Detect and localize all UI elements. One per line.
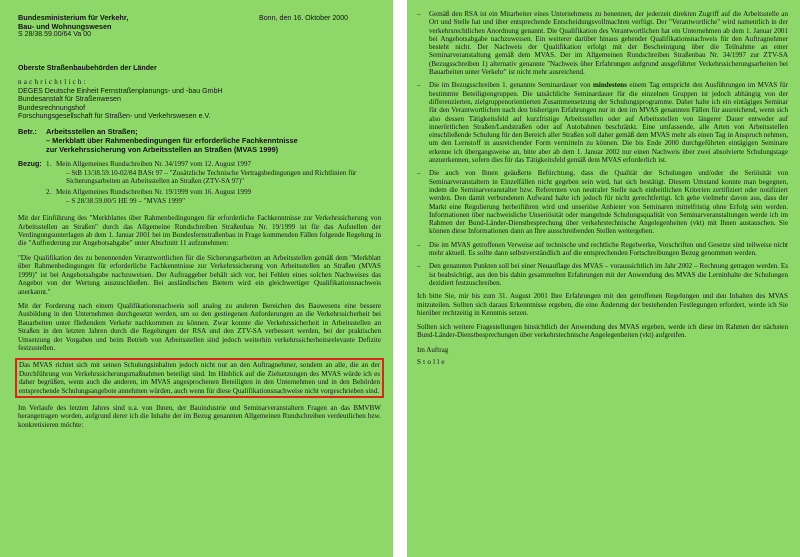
dash-bullet: –: [417, 240, 421, 249]
reference-number: 2.: [46, 188, 52, 197]
signoff: Im Auftrag: [417, 345, 449, 354]
file-number: S 28/38.59.00/64 Va 00: [18, 31, 92, 39]
subject-line: Arbeitsstellen an Straßen;: [46, 127, 138, 137]
emphasis-text: mindestens: [592, 81, 627, 90]
reference-block: [18, 160, 381, 208]
text-run: einem Tag entspricht den Ausführungen im MVAS für bestimmte Beteiligtengruppen. Die tatsächliche Seminardauer für die einzelnen Gruppen ist jedoch abhängig von der differenzierten, zielgruppenorientierten Zusammensetzung der Schulungsprogramme. Daher halte ich ein eintägiges Seminar für den Verantwortlichen nach den bisherigen Erfahrungen nur in den im MVAS genannten Fällen für ausreichend, wenn sich also dessen Tätigkeitsfeld auf kurzfristige Arbeitsstellen oder auf Arbeitsstellen von längerer Dauer entweder auf innerörtlichen Straßen/Landstraßen oder auf Autobahnen beschränkt. Eine umfassende, alle Arten von Arbeitsstellen einschließende Schulung für den Bereich aller Straßen soll daher gemäß dem MVAS mehr als einen Tag in Anspruch nehmen, um den Lernstoff in ausreichender Form vermitteln zu können. Die bis Ende 2000 durchgeführten eintägigen Seminare erkenne ich übergangsweise an, bitte aber ab dem 1. Januar 2002 nur einen Nachweis über zwei absolvierte Schulungstage anzuerkennen, sofern dies für das Tätigkeitsfeld gemäß dem MVAS erforderlich ist.: [429, 81, 788, 165]
dash-bullet: –: [417, 81, 421, 90]
dash-bullet: –: [417, 262, 421, 271]
list-item: [417, 81, 788, 164]
subject-block: [18, 128, 381, 154]
reference-number: 1.: [46, 160, 52, 169]
list-item-text: Den genannten Punkten soll bei einer Neuauflage des MVAS – voraussichtlich im Jahr 2002 – Rechnung getragen werden. Es ist beabsichtigt, aus den bis dahin gesammelten Erfahrungen mit der Anwendung des MVAS die Lerninhalte der Schulungen dezidiert festzuschreiben.: [429, 262, 788, 287]
cc-item: DEGES Deutsche Einheit Fernstraßenplanungs- und -bau GmbH: [18, 86, 223, 95]
subject-label: Betr.:: [18, 127, 37, 137]
subject-line: – Merkblatt über Rahmenbedingungen für erforderliche Fachkenntnisse: [46, 136, 298, 146]
page-gutter: [393, 0, 407, 557]
reference-line: Mein Allgemeines Rundschreiben Nr. 19/1999 vom 16. August 1999: [56, 188, 252, 197]
reference-item: [46, 160, 381, 185]
list-item: [417, 262, 788, 287]
body-paragraph: Ich bitte Sie, mir bis zum 31. August 2001 Ihre Erfahrungen mit den getroffenen Regelungen und den Inhalten des MVAS mitzuteilen. Sollten sich daraus Erkenntnisse ergeben, die eine Änderung der bestehenden Festlegungen erfordert, werde ich Sie hierüber rechtzeitig in Kenntnis setzen.: [417, 292, 788, 317]
reference-item: [46, 188, 381, 205]
body-paragraph: Sollten sich weitere Fragestellungen hinsichtlich der Anwendung des MVAS ergeben, werde ich diese im Rahmen der nächsten Bund-Länder-Dienstbesprechungen über verkehrstechnische Angelegenheiten (vkt) aufgreifen.: [417, 323, 788, 340]
cc-item: Bundesanstalt für Straßenwesen: [18, 95, 121, 104]
cc-item: Bundesrechnungshof: [18, 103, 86, 112]
dash-bullet: –: [417, 10, 421, 18]
body-paragraph: Mit der Einführung des "Merkblattes über Rahmenbedingungen für erforderliche Fachkenntnisse zur Verkehrssicherung von Arbeitsstellen an Straßen" durch das Allgemeine Rundschreiben Straßenbau Nr. 19/1999 ist für das Aufstellen der Verdingungsunterlagen ab dem 1. Januar 2001 bei im Bundesfernstraßenbau in Frage kommenden Fällen folgende Regelung in die "Aufforderung zur Angebotsabgabe" unter Abschnitt 11 aufzunehmen:: [18, 214, 381, 248]
dash-bullet: –: [417, 169, 421, 178]
subject-text: [46, 128, 298, 154]
highlighted-paragraph: Das MVAS richtet sich mit seinen Schulungsinhalten jedoch nicht nur an den Auftragnehmer, sondern an alle, die an der Durchführung von Verkehrssicherungsmaßnahmen beteiligt sind. Im Hinblick auf die Zielsetzungen des MVAS würde ich es daher begrüßen, wenn auch die anderen, im MVAS angesprochenen Beteiligten in den Unternehmen und in den Behörden entsprechende Schulungsangebote annehmen würden, auch wenn für diese Qualifikationsnachweise nicht vorgeschrieben sind.: [15, 358, 384, 398]
letter-date: Bonn, den 16. Oktober 2000: [259, 14, 349, 22]
cc-item: Forschungsgesellschaft für Straßen- und Verkehrswesen e.V.: [18, 112, 211, 121]
ministry-line-2: Bau- und Wohnungswesen: [18, 21, 112, 31]
reference-list: [46, 160, 381, 208]
reference-detail: – S 28/38.59.00/5 HE 99 – "MVAS 1999": [66, 196, 185, 205]
list-item: [417, 169, 788, 235]
reference-label: Bezug:: [18, 160, 42, 169]
recipient: Oberste Straßenbaubehörden der Länder: [18, 64, 157, 72]
cc-label: nachrichtlich:: [18, 78, 88, 87]
text-run: Die im Bezugsschreiben 1. genannte Seminardauer von: [429, 81, 593, 90]
list-item-text: Die im MVAS getroffenen Verweise auf technische und rechtliche Regelwerke, Vorschriften und Gesetze sind teilweise nicht mehr aktuell. Es sollte dann selbstverständlich auf die entsprechenden Fortschreibungen Bezug genommen werden.: [429, 240, 788, 258]
list-item-text: Gemäß den RSA ist ein Mitarbeiter eines Unternehmens zu benennen, der jederzeit direkten Zugriff auf die Arbeitsstelle an Ort und Stelle hat und über entsprechende Entscheidungsvollmachten verfügt. Der "Verantwortliche" wird namentlich in der verkehrsrechtlichen Anordnung genannt. Die Qualifikation des Verantwortlichen hat ein Unternehmen ab dem 1. Januar 2001 bei Angebotsabgabe nachzuweisen. Ein weiterer darüber hinaus gehender Qualifikationsnachweis für den Auftragnehmer besteht nicht. Der Nachweis der Qualifikation erfolgt mit der Bescheinigung über die Teilnahme an einer Seminarveranstaltung gemäß dem MVAS. Der im Allgemeinen Rundschreiben Straßenbau Nr. 34/1997 zur ZTV-SA (Bezugsschreiben 1) alternativ genannte "Nachweis über Erfahrungen aufgrund ausgeführter Verkehrssicherungsarbeiten bei Bauarbeiten unter Verkehr" ist nicht mehr ausreichend.: [429, 10, 788, 77]
quoted-regulation: "Die Qualifikation des zu benennenden Verantwortlichen für die Sicherungsarbeiten an Arbeitsstellen gemäß dem "Merkblatt über Rahmenbedingungen für erforderliche Fachkenntnisse zur Verkehrssicherung von Arbeitsstellen an Straßen (MVAS 1999)" ist bei Angebotsabgabe nachzuweisen. Der Auftraggeber behält sich vor, bei Fehlen eines solchen Nachweises das Angebot von der Wertung auszuschließen. Bei ausländischen Bietern wird ein gleichwertiger Qualifikationsnachweis anerkannt.": [18, 253, 381, 296]
reference-line: Mein Allgemeines Rundschreiben Nr. 34/1997 vom 12. August 1997: [56, 160, 252, 169]
cc-list: [18, 87, 381, 121]
signature-name: Stolle: [417, 357, 447, 366]
document-page-right: [407, 0, 800, 557]
letter-header: [18, 14, 381, 56]
body-paragraph: Mit der Forderung nach einem Qualifikationsnachweis soll analog zu anderen Bereichen des Bauwesens eine bessere Ausbildung in den Unternehmen durchgesetzt werden, um so den gestiegenen Anforderungen an die Verkehrssicherheit bei Bauarbeiten unter fließendem Verkehr nachkommen zu können. Zwar konnte die Verkehrssicherheit in Arbeitsstellen an Straßen in den letzten Jahren durch die Regelungen der RSA und den ZTV-SA verbessert werden, bei der praktischen Umsetzung der Vorgaben und beim Betrieb von Arbeitsstellen sind jedoch weiterhin verkehrssicherheitsrelevante Defizite festzustellen.: [18, 301, 381, 352]
list-item: [417, 10, 788, 76]
list-item-text: [429, 81, 788, 164]
reference-detail: – StB 13/38.59.10-02/84 BASt 97 – "Zusätzliche Technische Vertragsbedingungen und Richtlinien für Sicherungsarbeiten an Arbeitsstellen an Straßen (ZTV-SA 97)": [66, 168, 357, 186]
subject-line: zur Verkehrssicherung von Arbeitsstellen an Straßen (MVAS 1999): [46, 144, 279, 154]
document-page-left: [0, 0, 393, 557]
list-item-text: Die auch von Ihnen geäußerte Befürchtung, dass die Qualität der Schulungen und/oder die Seriösität von Seminarveranstaltern in Einzelfällen nicht gegeben sein wird, hat sich bestätigt. Diesem Umstand konnte man begegnen, indem die Seminarveranstalter bzw. Referenten von neutraler Stelle nach einheitlichen Kriterien zertifiziert oder notifiziert werden. Den damit verbundenen Aufwand halte ich jedoch für nicht gerechtfertigt. Ich gehe vielmehr davon aus, dass der Markt eine Regulierung herbeiführen wird und unseriöse Anbieter von Seminaren mittelfristig ohne Erfolg sein werden. Informationen über nachweisliche Unseriösität oder mangelnde Schulungsqualität von Seminarveranstaltungen werde ich im Rahmen der Bund-Länder-Dienstbesprechung über verkehrstechnische Angelegenheiten (vkt) mit Ihnen austauschen. Sie können diese Informationen dann an Ihre ausschreibenden Stellen weitergeben.: [429, 169, 788, 236]
list-item: [417, 241, 788, 258]
ministry-line-1: Bundesministerium für Verkehr,: [18, 13, 129, 22]
body-paragraph: Im Verlaufe des letzten Jahres sind u.a. von Ihnen, der Bauindustrie und Seminarveranstaltern Fragen an das BMVBW herangetragen worden, aufgrund derer ich die Inhalte der im Bezug genannten Allgemeinen Rundschreiben verdeutlichen bzw. konkretisieren möchte:: [18, 403, 381, 429]
